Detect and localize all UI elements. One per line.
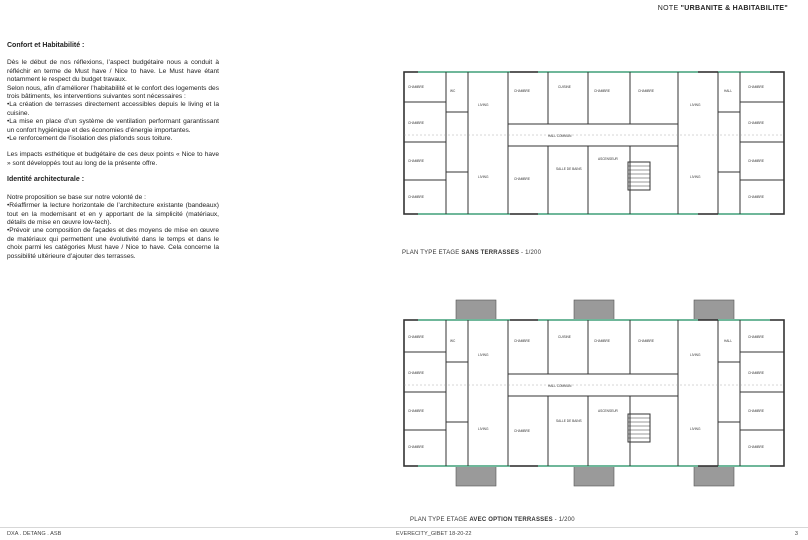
plan-drawing: [398, 296, 798, 496]
section-title-confort: Confort et Habitabilité :: [7, 42, 85, 49]
room-label: CHAMBRE: [408, 159, 424, 163]
room-label: LIVING: [478, 103, 489, 107]
room-label: LIVING: [690, 175, 701, 179]
room-label: CHAMBRE: [514, 429, 530, 433]
floor-plan-without-terraces: [398, 62, 798, 220]
room-label: CHAMBRE: [594, 89, 610, 93]
terrace-bottom-left: [456, 466, 496, 486]
room-label: CHAMBRE: [638, 339, 654, 343]
room-label: HALL: [724, 89, 732, 93]
room-label: CHAMBRE: [748, 195, 764, 199]
bullet-item: •Réaffirmer la lecture horizontale de l’architecture existante (bandeaux) tout en la modernisant et en y apportant de la simplicité (matériaux, détails de mise en œuvre low-tech).: [7, 202, 219, 226]
note-title: "URBANITE & HABITABILITE": [680, 5, 788, 12]
room-label: CHAMBRE: [594, 339, 610, 343]
room-label: HALL COMMUN: [548, 134, 572, 138]
room-label: CHAMBRE: [408, 371, 424, 375]
room-label: CHAMBRE: [748, 121, 764, 125]
room-label: CHAMBRE: [408, 85, 424, 89]
room-label: CUISINE: [558, 85, 571, 89]
terrace-top-center: [574, 300, 614, 320]
text-column: [7, 42, 219, 261]
bullet-item: •La création de terrasses directement accessibles depuis le living et la cuisine.: [7, 101, 219, 117]
caption-bold: AVEC OPTION TERRASSES: [469, 517, 553, 523]
section-title-identite: Identité architecturale :: [7, 176, 85, 184]
terrace-top-right: [694, 300, 734, 320]
caption-bold: SANS TERRASSES: [461, 250, 520, 256]
room-label: LIVING: [690, 353, 701, 357]
plan2-caption: [410, 517, 575, 523]
room-label: WC: [450, 89, 456, 93]
room-label: LIVING: [478, 175, 489, 179]
caption-suffix: - 1/200: [552, 517, 575, 523]
paragraph: Dès le début de nos réflexions, l’aspect budgétaire nous a conduit à réfléchir en terme de Must have / Nice to have. Le Must have étant notamment le respect du budget travaux.: [7, 59, 219, 84]
room-label: CHAMBRE: [748, 85, 764, 89]
caption-prefix: PLAN TYPE ETAGE: [410, 517, 470, 523]
note-prefix: NOTE: [657, 5, 681, 12]
terrace-top-left: [456, 300, 496, 320]
room-label: CHAMBRE: [638, 89, 654, 93]
footer-divider: [0, 527, 808, 528]
room-label: CHAMBRE: [514, 339, 530, 343]
room-label: CHAMBRE: [748, 409, 764, 413]
terrace-bottom-right: [694, 466, 734, 486]
room-label: CHAMBRE: [408, 409, 424, 413]
room-label: HALL: [724, 339, 732, 343]
room-label: LIVING: [690, 103, 701, 107]
room-label: ASCENSEUR: [598, 409, 618, 413]
room-label: CHAMBRE: [748, 159, 764, 163]
room-label: CHAMBRE: [514, 89, 530, 93]
caption-suffix: - 1/200: [519, 250, 542, 256]
floor-plan-with-terraces: [398, 296, 798, 496]
footer-left: DXA . DETANG . ASB: [7, 531, 62, 537]
footer-center: EVERECITY_GIBET 18-20-22: [396, 531, 472, 537]
caption-prefix: PLAN TYPE ETAGE: [402, 250, 462, 256]
room-label: HALL COMMUN: [548, 384, 572, 388]
bullet-item: •Prévoir une composition de façades et des moyens de mise en œuvre de matériaux qui permettent une évolutivité dans le temps et dans le choix parmi les catégories Must have / Nice to have. Cela concerne la possibilité ultérieure d’ajouter des terrasses.: [7, 227, 219, 260]
room-label: LIVING: [478, 427, 489, 431]
paragraph: Selon nous, afin d’améliorer l’habitabilité et le confort des logements des trois bâtiments, les interventions suivantes sont nécessaires :: [7, 84, 219, 101]
room-label: ASCENSEUR: [598, 157, 618, 161]
room-label: LIVING: [478, 353, 489, 357]
room-label: CHAMBRE: [514, 177, 530, 181]
page-number: 3: [794, 531, 798, 537]
plan-drawing: [398, 62, 798, 220]
room-label: WC: [450, 339, 456, 343]
room-label: CHAMBRE: [748, 371, 764, 375]
page-note: [658, 5, 788, 12]
paragraph: Les impacts esthétique et budgétaire de ces deux points « Nice to have » sont développés tout au long de la présente offre.: [7, 151, 219, 167]
room-label: SALLE DE BAINS: [556, 167, 582, 171]
bullet-item: •La mise en place d’un système de ventilation performant garantissant un confort hygiénique et des économies d’énergie importantes.: [7, 118, 219, 134]
room-label: CHAMBRE: [408, 445, 424, 449]
room-label: CHAMBRE: [408, 335, 424, 339]
room-label: CHAMBRE: [408, 121, 424, 125]
room-label: CHAMBRE: [408, 195, 424, 199]
room-label: CHAMBRE: [748, 335, 764, 339]
room-label: SALLE DE BAINS: [556, 419, 582, 423]
room-label: CHAMBRE: [748, 445, 764, 449]
room-label: CUISINE: [558, 335, 571, 339]
plan1-caption: [402, 250, 541, 256]
bullet-item: •Le renforcement de l’isolation des plafonds sous toiture.: [7, 135, 173, 143]
paragraph: Notre proposition se base sur notre volonté de :: [7, 193, 146, 201]
terrace-bottom-center: [574, 466, 614, 486]
room-label: LIVING: [690, 427, 701, 431]
